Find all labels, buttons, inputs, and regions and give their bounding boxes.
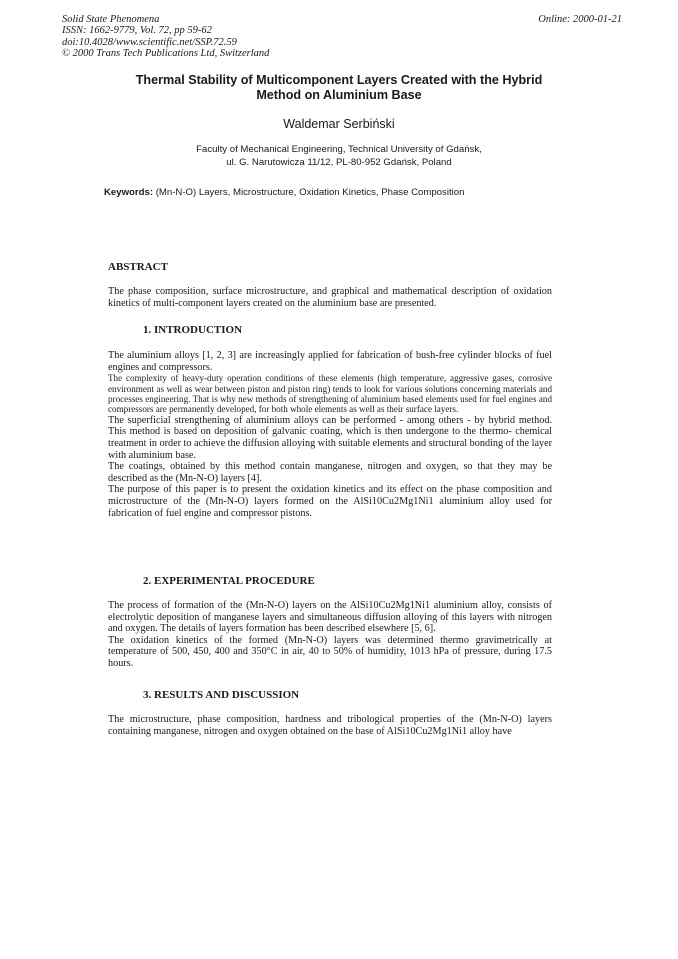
title-line-2: Method on Aluminium Base bbox=[256, 88, 422, 102]
affiliation-line-2: ul. G. Narutowicza 11/12, PL-80-952 Gdańsk, Poland bbox=[226, 157, 452, 168]
journal-name: Solid State Phenomena bbox=[62, 14, 160, 25]
author-name: Waldemar Serbiński bbox=[283, 117, 395, 131]
online-date: Online: 2000-01-21 bbox=[538, 14, 622, 25]
experimental-heading: 2. EXPERIMENTAL PROCEDURE bbox=[143, 575, 315, 587]
experimental-paragraph-1: The process of formation of the (Mn-N-O) layers on the AlSi10Cu2Mg1Ni1 aluminium alloy, consists of electrolytic deposition of manganese layers and simultaneous diffusion alloying of this layers with nitrogen and oxygen. The details of layers formation has been described elsewhere [5, 6]. bbox=[108, 600, 552, 635]
paper-title bbox=[60, 73, 618, 103]
intro-paragraph-5: The purpose of this paper is to present the oxidation kinetics and its effect on the phase composition and microstructure of the (Mn-N-O) layers formed on the AlSi10Cu2Mg1Ni1 aluminium alloy used for fabrication of fuel engine and compressor pistons. bbox=[108, 484, 552, 519]
keywords-label: Keywords: bbox=[104, 187, 154, 198]
issn-line: ISSN: 1662-9779, Vol. 72, pp 59-62 bbox=[62, 25, 212, 37]
intro-paragraph-1: The aluminium alloys [1, 2, 3] are increasingly applied for fabrication of bush-free cylinder blocks of fuel engines and compressors. bbox=[108, 350, 552, 373]
keywords bbox=[104, 187, 464, 198]
keywords-text: (Mn-N-O) Layers, Microstructure, Oxidation Kinetics, Phase Composition bbox=[153, 187, 465, 198]
intro-paragraph-4: The coatings, obtained by this method contain manganese, nitrogen and oxygen, so that they may be described as the (Mn-N-O) layers [4]. bbox=[108, 461, 552, 484]
introduction-heading: 1. INTRODUCTION bbox=[143, 324, 243, 336]
abstract-text bbox=[108, 286, 552, 309]
results-paragraph-1: The microstructure, phase composition, hardness and tribological properties of the (Mn-N-O) layers containing manganese, nitrogen and oxygen obtained on the base of AlSi10Cu2Mg1Ni1 alloy have bbox=[108, 714, 552, 737]
title-line-1: Thermal Stability of Multicomponent Layers Created with the Hybrid bbox=[135, 73, 543, 87]
affiliation bbox=[60, 143, 618, 169]
introduction-body bbox=[108, 350, 552, 519]
intro-paragraph-3: The superficial strengthening of aluminium alloys can be performed - among others - by hybrid method. This method is based on deposition of galvanic coating, which is then undergone to the thermo- chemical treatment in order to achieve the diffusion alloying with suitable elements and structural bonding of the layer with aluminium base. bbox=[108, 414, 552, 461]
doi-line: doi:10.4028/www.scientific.net/SSP.72.59 bbox=[62, 36, 237, 48]
experimental-body bbox=[108, 600, 552, 670]
intro-paragraph-2: The complexity of heavy-duty operation conditions of these elements (high temperature, aggressive gases, corrosive environment as well as wear between piston and piston ring) tends to look for various solutions concerning materials and processes engineering. That is why new methods of strengthening of aluminium based elements used for fuel engines and compressors are permanently developed, for both whole elements as well as their surface layers. bbox=[108, 373, 552, 415]
copyright-line: © 2000 Trans Tech Publications Ltd, Switzerland bbox=[62, 47, 270, 59]
affiliation-line-1: Faculty of Mechanical Engineering, Technical University of Gdańsk, bbox=[196, 144, 482, 155]
abstract-heading: ABSTRACT bbox=[108, 261, 168, 273]
results-heading: 3. RESULTS AND DISCUSSION bbox=[143, 689, 300, 701]
results-body bbox=[108, 714, 552, 737]
journal-info bbox=[62, 14, 269, 59]
abstract-paragraph: The phase composition, surface microstructure, and graphical and mathematical description of oxidation kinetics of multi-component layers created on the aluminium base are presented. bbox=[108, 286, 552, 309]
experimental-paragraph-2: The oxidation kinetics of the formed (Mn-N-O) layers was determined thermo gravimetrically at temperature of 500, 450, 400 and 350°C in air, 40 to 50% of humidity, 1013 hPa of pressure, during 17.5 hours. bbox=[108, 634, 552, 669]
